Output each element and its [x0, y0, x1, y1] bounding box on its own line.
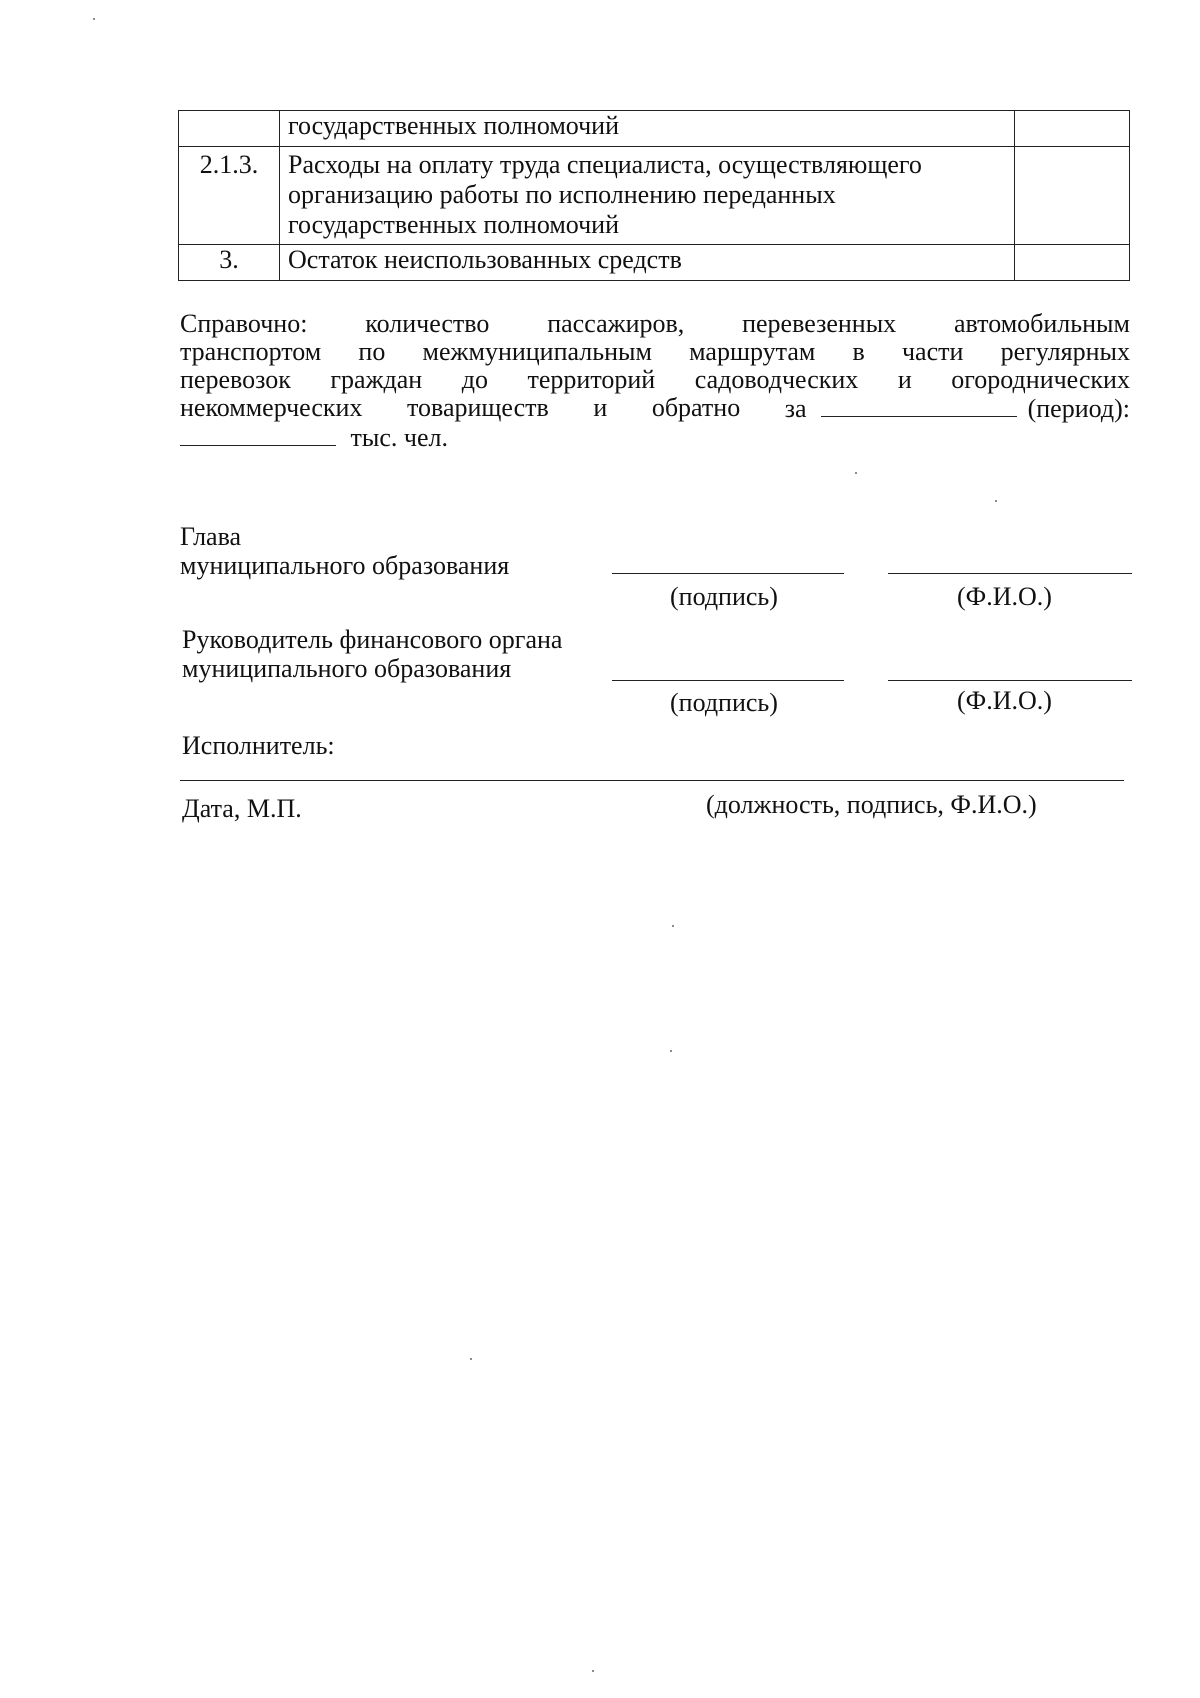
reference-word: и	[593, 393, 608, 422]
row-value	[1015, 245, 1130, 281]
executor-caption: (должность, подпись, Ф.И.О.)	[706, 790, 1037, 819]
reference-paragraph	[180, 310, 1130, 452]
head-org: муниципального образования	[180, 551, 510, 580]
finance-title: Руководитель финансового органа	[182, 625, 563, 654]
head-signature-line[interactable]	[612, 573, 844, 574]
table-row	[179, 147, 1130, 245]
head-title: Глава	[180, 522, 242, 551]
row-number: 2.1.3.	[179, 147, 280, 245]
row-value	[1015, 147, 1130, 245]
finance-name-line[interactable]	[888, 680, 1132, 681]
reference-word: транспортом	[180, 337, 322, 366]
reference-word: граждан	[330, 365, 423, 394]
table-row	[179, 245, 1130, 281]
head-name-line[interactable]	[888, 573, 1132, 574]
head-name-caption: (Ф.И.О.)	[957, 582, 1052, 611]
reference-word: в	[852, 337, 865, 366]
row-description: Остаток неиспользованных средств	[280, 245, 1015, 281]
reference-word: перевозок	[180, 365, 291, 394]
reference-word: садоводческих	[694, 365, 859, 394]
reference-word: и	[897, 365, 912, 394]
reference-word: за	[784, 394, 807, 423]
period-group	[785, 394, 1130, 423]
reference-word: территорий	[527, 365, 656, 394]
date-label: Дата, М.П.	[182, 794, 302, 823]
row-number	[179, 111, 280, 147]
row-description: государственных полномочий	[280, 111, 1015, 147]
row-number: 3.	[179, 245, 280, 281]
reference-line	[180, 366, 1130, 394]
scan-speck	[470, 1358, 472, 1360]
reference-word: количество	[365, 309, 490, 338]
finance-signature-caption: (подпись)	[670, 688, 778, 717]
reference-word: части	[901, 337, 964, 366]
head-signature-caption: (подпись)	[670, 582, 778, 611]
finance-signature-line[interactable]	[612, 680, 844, 681]
reference-word: огороднических	[951, 365, 1130, 394]
reference-word: пассажиров,	[547, 309, 685, 338]
reference-word: до	[461, 365, 488, 394]
reference-word: некоммерческих	[180, 393, 363, 422]
reference-word: обратно	[651, 393, 741, 422]
period-label: (период):	[1027, 394, 1130, 423]
scan-speck	[855, 472, 857, 474]
scan-speck	[93, 18, 95, 20]
reference-line	[180, 394, 1130, 423]
reference-word: регулярных	[1000, 337, 1130, 366]
reference-word: Справочно:	[180, 309, 308, 338]
table-row	[179, 111, 1130, 147]
finance-name-caption: (Ф.И.О.)	[957, 686, 1052, 715]
reference-word: маршрутам	[689, 337, 816, 366]
reference-line	[180, 338, 1130, 366]
finance-org: муниципального образования	[182, 654, 512, 683]
unit-label: тыс. чел.	[350, 423, 448, 452]
scan-speck	[670, 1050, 672, 1052]
scan-speck	[995, 500, 997, 502]
row-value	[1015, 111, 1130, 147]
report-table	[178, 110, 1130, 281]
executor-label: Исполнитель:	[182, 731, 335, 760]
passenger-count-blank[interactable]	[180, 423, 336, 446]
period-blank[interactable]	[821, 394, 1017, 417]
row-description: Расходы на оплату труда специалиста, осуществляющего организацию работы по исполнению переданных государственных полномочий	[280, 147, 1015, 245]
executor-line[interactable]	[180, 780, 1124, 781]
scan-speck	[672, 925, 674, 927]
reference-word: межмуниципальным	[422, 337, 652, 366]
scan-speck	[592, 1670, 594, 1672]
reference-word: товариществ	[406, 393, 549, 422]
reference-line	[180, 423, 1130, 452]
reference-line	[180, 310, 1130, 338]
reference-word: по	[358, 337, 386, 366]
reference-word: перевезенных	[742, 309, 897, 338]
reference-word: автомобильным	[954, 309, 1130, 338]
